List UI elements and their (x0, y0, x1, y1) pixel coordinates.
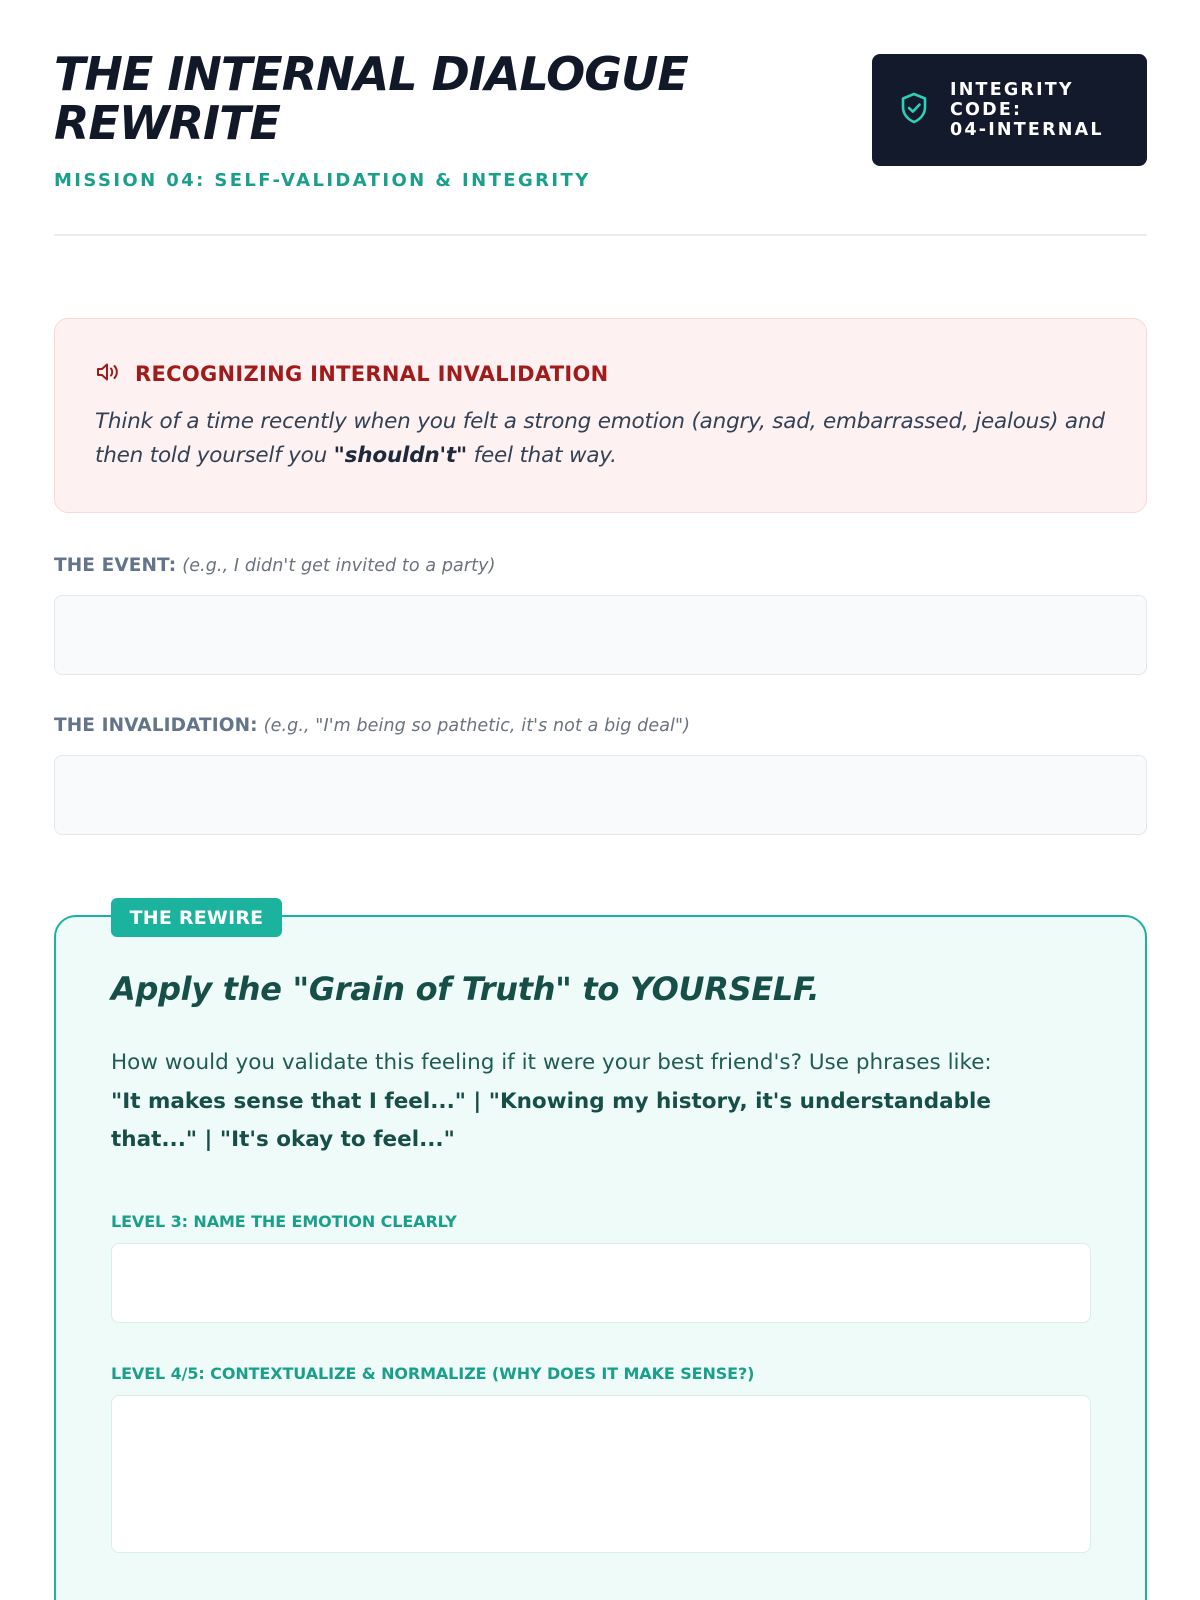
event-input[interactable] (54, 595, 1147, 675)
integrity-code-text: INTEGRITY CODE: 04-INTERNAL (950, 80, 1104, 140)
integrity-code-badge (872, 54, 1147, 166)
page-header (54, 47, 1147, 236)
callout-body: Think of a time recently when you felt a strong emotion (angry, sad, embarrassed, jealous) and then told yourself you "shouldn't" feel that way. (95, 409, 1105, 468)
callout-title: RECOGNIZING INTERNAL INVALIDATION (135, 362, 609, 386)
rewire-tag: THE REWIRE (111, 898, 282, 937)
shield-check-icon (900, 92, 928, 128)
level45-label: LEVEL 4/5: CONTEXTUALIZE & NORMALIZE (WHY DOES IT MAKE SENSE?) (111, 1364, 755, 1383)
invalidation-callout (54, 318, 1147, 513)
page-title: THE INTERNAL DIALOGUE REWRITE (54, 47, 688, 150)
rewire-title: Apply the "Grain of Truth" to YOURSELF. (111, 970, 820, 1008)
callout-emphasis: "shouldn't" (333, 443, 467, 468)
rewire-description: How would you validate this feeling if it were your best friend's? Use phrases like: "It makes sense that I feel..." | "Knowing my history, it's understandable that..." | "It's okay to feel..." (111, 1050, 992, 1152)
invalidation-input[interactable] (54, 755, 1147, 835)
rewire-phrases: "It makes sense that I feel..." | "Knowing my history, it's understandable that..." | "It's okay to feel..." (111, 1088, 991, 1152)
level45-textarea[interactable] (111, 1395, 1091, 1553)
level3-label: LEVEL 3: NAME THE EMOTION CLEARLY (111, 1212, 457, 1231)
speaker-icon (95, 361, 121, 387)
invalidation-label: THE INVALIDATION: (e.g., "I'm being so pathetic, it's not a big deal") (54, 715, 691, 736)
level3-input[interactable] (111, 1243, 1091, 1323)
page-subtitle: MISSION 04: SELF-VALIDATION & INTEGRITY (54, 170, 591, 191)
invalidation-example: (e.g., "I'm being so pathetic, it's not a big deal") (263, 716, 691, 736)
event-label: THE EVENT: (e.g., I didn't get invited to a party) (54, 555, 496, 576)
event-example: (e.g., I didn't get invited to a party) (182, 556, 496, 576)
